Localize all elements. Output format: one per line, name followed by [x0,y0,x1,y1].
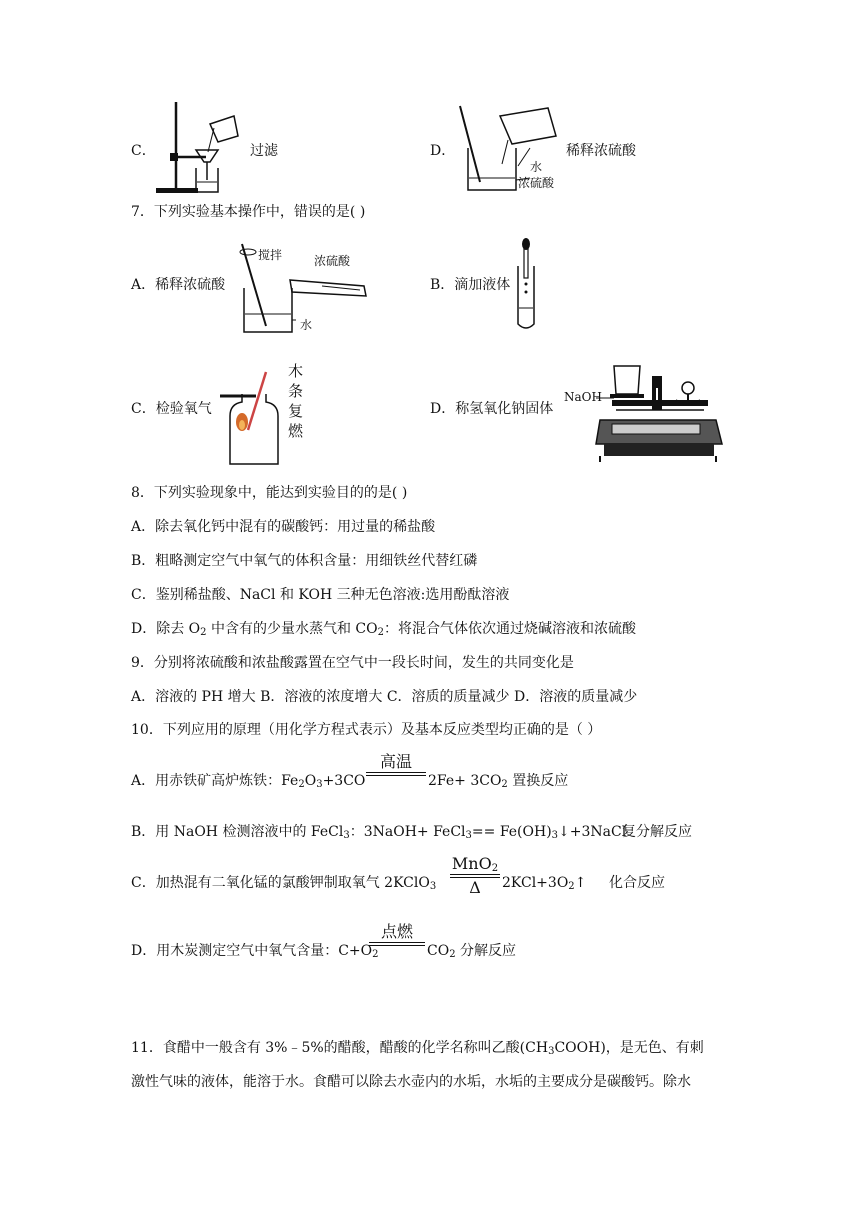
question-8-option-c: C．鉴别稀盐酸、NaCl 和 KOH 三种无色溶液:选用酚酞溶液 [131,587,510,603]
reaction-condition-ignite: 点燃 [369,922,425,946]
question-10-option-d-product: $CO_2$ 分解反应 [427,943,517,960]
option-c-filtration-text: 过滤 [250,143,278,159]
reaction-condition-high-temp: 高温 [366,752,426,776]
oxygen-test-bottle-figure [218,370,282,468]
label-wood-3: 复 [288,402,304,420]
question-10-stem: 10．下列应用的原理（用化学方程式表示）及基本反应类型均正确的是（ ） [131,722,602,738]
dropper-test-tube-figure [514,236,538,332]
question-10-option-a: A．用赤铁矿高炉炼铁：$Fe_2O_3+3CO$ [131,773,366,790]
question-8-option-d: D．除去 $O_2$ 中含有的少量水蒸气和 $CO_2$：将混合气体依次通过烧碱溶液和浓硫酸 [131,621,636,638]
label-naoh: NaOH [564,390,602,404]
question-9-options: A．溶液的 PH 增大 B．溶液的浓度增大 C．溶质的质量减少 D．溶液的质量减少 [131,689,638,705]
question-8-option-a: A．除去氧化钙中混有的碳酸钙：用过量的稀盐酸 [131,519,436,535]
label-stir: 搅拌 [258,248,283,262]
option-d-letter: D． [430,143,456,159]
question-10-option-d: D．用木炭测定空气中氧气含量：$C+O_2$ [131,943,379,960]
label-wood-2: 条 [288,382,304,400]
question-10-option-b: B．用 NaOH 检测溶液中的 FeCl$_3$：3NaOH+ FeCl$_3$== $Fe(OH)_3↓+3NaCl$ [131,824,627,841]
label-water-2: 水 [300,318,313,332]
question-11-line-1: 11．食醋中一般含有 3%﹣5%的醋酸，醋酸的化学名称叫乙酸$(CH_3COOH)$，是无色、有刺 [131,1040,704,1057]
reaction-condition-catalyst-heat: MnO$_2$ Δ [451,854,499,897]
question-7-option-b: B．滴加液体 [430,277,511,293]
question-10-option-c-product: $2KCl+3O_2↑$ [502,875,587,892]
option-c-letter: C． [131,143,156,159]
question-8-stem: 8．下列实验现象中，能达到实验目的的是( ) [131,485,408,501]
filtration-apparatus-figure [152,100,248,196]
question-7-option-d: D．称氢氧化钠固体 [430,401,554,417]
question-8-option-b: B．粗略测定空气中氧气的体积含量：用细铁丝代替红磷 [131,553,478,569]
question-10-option-c: C．加热混有二氧化锰的氯酸钾制取氧气 2KClO$_3$ [131,875,437,892]
question-7-option-a: A．稀释浓硫酸 [131,277,226,293]
question-10-option-b-type: 复分解反应 [622,824,692,840]
label-conc-sulfuric-acid-2: 浓硫酸 [314,254,351,268]
question-9-stem: 9．分别将浓硫酸和浓盐酸露置在空气中一段长时间，发生的共同变化是 [131,655,574,671]
label-wood-1: 木 [288,362,304,380]
question-10-option-c-type: 化合反应 [609,875,665,891]
option-d-text: 稀释浓硫酸 [566,143,636,159]
question-11-line-2: 激性气味的液体，能溶于水。食醋可以除去水壶内的水垢，水垢的主要成分是碳酸钙。除水 [131,1074,691,1090]
question-7-option-c: C．检验氧气 [131,401,212,417]
balance-scale-figure [596,364,722,464]
question-7-stem: 7．下列实验基本操作中，错误的是( ) [131,204,366,220]
question-10-option-a-product: $2Fe+ 3CO_2$ 置换反应 [428,773,569,790]
label-conc-sulfuric-acid: 浓硫酸 [518,176,555,190]
label-wood-4: 燃 [288,422,304,440]
label-water: 水 [530,160,543,174]
